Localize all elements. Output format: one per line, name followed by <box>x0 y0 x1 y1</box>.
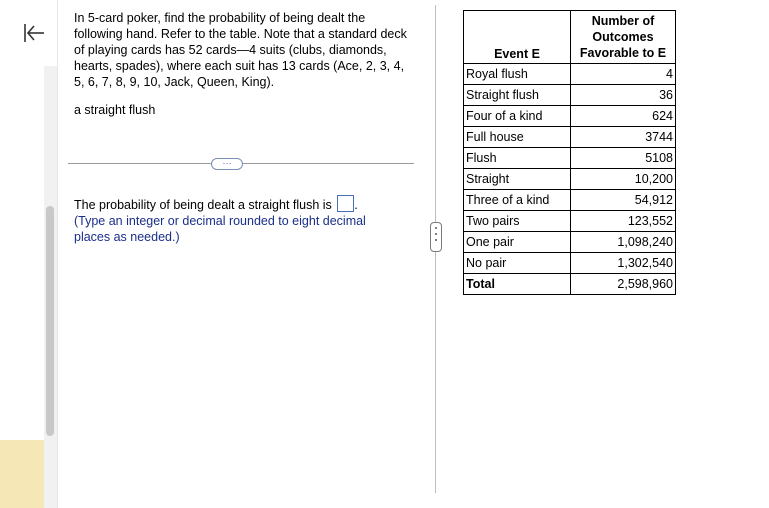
event-cell: Full house <box>464 127 571 148</box>
question-paragraph: In 5-card poker, find the probability of being dealt the following hand. Refer to the table. Note that a standard deck of playing cards has 52 cards—4 suits (clubs, diamonds, hearts, spades), where each suit has 13 cards (Ace, 2, 3, 4, 5, 6, 7, 8, 9, 10, Jack, Queen, King). <box>74 11 407 89</box>
header-event: Event E <box>464 11 571 64</box>
event-cell: Flush <box>464 148 571 169</box>
table-row <box>464 232 676 253</box>
table-row <box>464 211 676 232</box>
count-cell: 624 <box>571 106 676 127</box>
table-row <box>464 274 676 295</box>
count-cell: 10,200 <box>571 169 676 190</box>
table-row <box>464 106 676 127</box>
table-row <box>464 169 676 190</box>
scrollbar-thumb[interactable] <box>46 206 54 436</box>
left-rail <box>0 0 44 508</box>
answer-suffix: . <box>354 198 358 212</box>
event-cell: Four of a kind <box>464 106 571 127</box>
count-cell: 1,098,240 <box>571 232 676 253</box>
answer-hint: (Type an integer or decimal rounded to eight decimal places as needed.) <box>74 214 366 244</box>
count-cell: 36 <box>571 85 676 106</box>
event-cell: Straight <box>464 169 571 190</box>
highlight-tab[interactable] <box>0 440 44 508</box>
answer-prefix: The probability of being dealt a straight flush is <box>74 198 332 212</box>
hand-label: a straight flush <box>74 103 156 117</box>
more-options-button[interactable]: ··· <box>211 158 243 170</box>
table-row <box>464 127 676 148</box>
table-row <box>464 64 676 85</box>
count-cell: 54,912 <box>571 190 676 211</box>
collapse-panel-icon[interactable] <box>22 22 46 44</box>
poker-table <box>463 10 676 295</box>
table-row <box>464 253 676 274</box>
count-cell: 2,598,960 <box>571 274 676 295</box>
table-row <box>464 190 676 211</box>
count-cell: 4 <box>571 64 676 85</box>
count-cell: 1,302,540 <box>571 253 676 274</box>
pane-resize-handle[interactable] <box>430 222 442 252</box>
event-cell: Two pairs <box>464 211 571 232</box>
event-cell: Total <box>464 274 571 295</box>
table-row <box>464 85 676 106</box>
answer-input[interactable] <box>337 195 354 212</box>
rail-border <box>57 0 58 508</box>
answer-area <box>74 195 394 245</box>
count-cell: 123,552 <box>571 211 676 232</box>
header-count: Number of Outcomes Favorable to E <box>571 11 676 64</box>
event-cell: Royal flush <box>464 64 571 85</box>
table-row <box>464 148 676 169</box>
event-cell: One pair <box>464 232 571 253</box>
event-cell: Straight flush <box>464 85 571 106</box>
count-cell: 3744 <box>571 127 676 148</box>
event-cell: No pair <box>464 253 571 274</box>
question-text <box>74 10 409 90</box>
event-cell: Three of a kind <box>464 190 571 211</box>
count-cell: 5108 <box>571 148 676 169</box>
